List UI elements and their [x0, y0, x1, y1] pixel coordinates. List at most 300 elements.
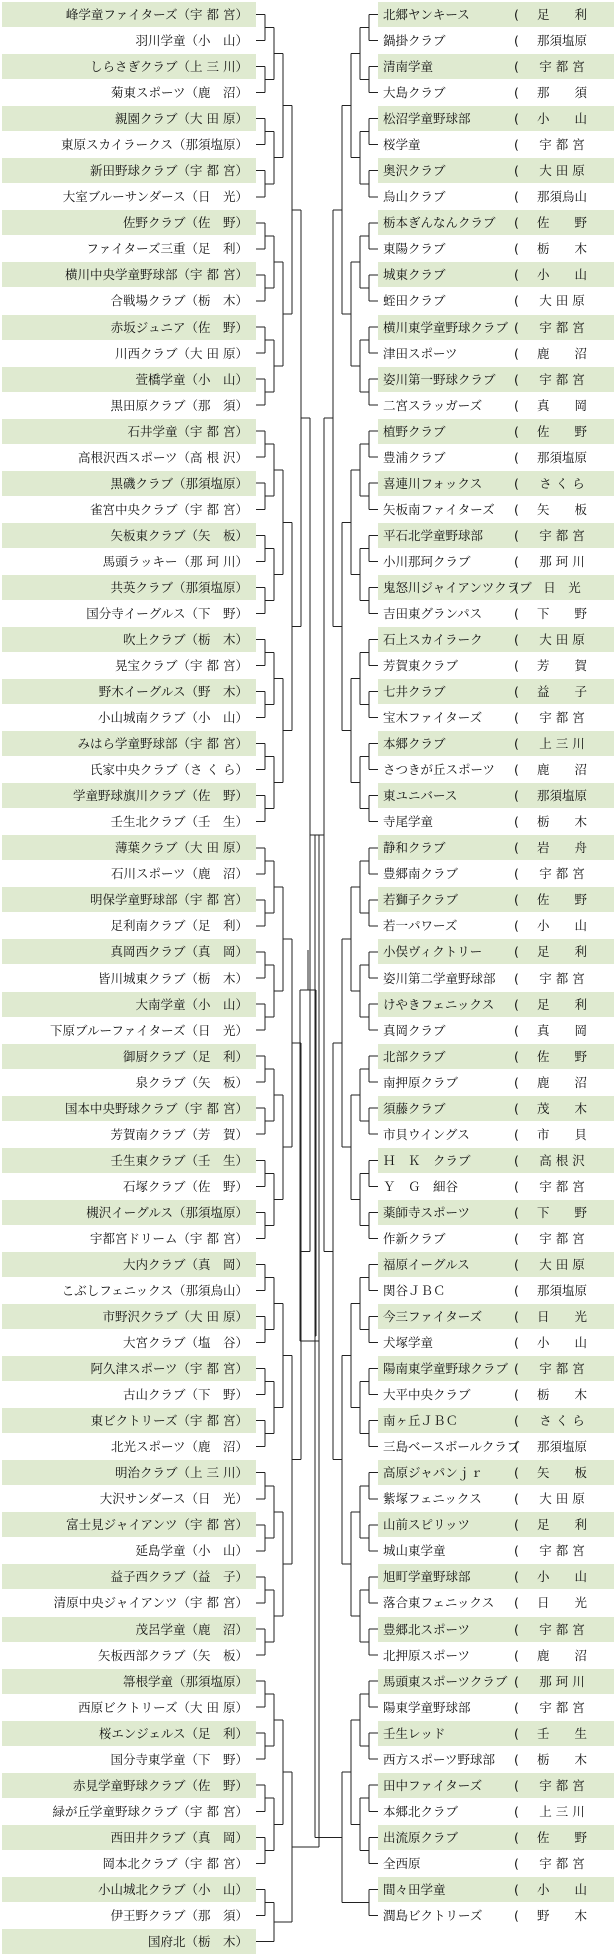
team-entry-left [2, 1617, 256, 1642]
team-region [514, 1408, 610, 1433]
team-entry-left [2, 497, 256, 522]
team-name: 若獅子クラブ [383, 892, 459, 908]
team-entry-right [378, 1669, 614, 1694]
team-name: 小俣ヴィクトリー [383, 944, 483, 960]
team-region-text: ( 壬 生 [536, 1725, 587, 1741]
team-entry-right [378, 1330, 614, 1355]
team-entry-right [378, 1070, 614, 1095]
team-entry-right [378, 1643, 614, 1668]
team-entry-left [2, 288, 256, 313]
team-entry-left [2, 679, 256, 704]
team-entry-left [2, 705, 256, 730]
team-region [514, 1460, 610, 1485]
team-name: 鬼怒川ジャイアンツクラブ [383, 579, 532, 595]
team-entry-left [2, 939, 256, 964]
team-name: 城山東学童 [383, 1543, 446, 1559]
team-entry-left [2, 1721, 256, 1746]
team-name: 菊東スポーツ（鹿 沼） [110, 85, 248, 101]
team-region [514, 1643, 610, 1668]
team-name: 鍋掛クラブ [383, 33, 446, 48]
team-name: 小川那珂クラブ [383, 553, 471, 569]
team-name: 峰学童ファイターズ（宇 都 宮） [65, 7, 248, 22]
team-region [514, 393, 610, 418]
team-region-text: ( 宇 都 宮 [539, 137, 585, 153]
team-entry-left [2, 1304, 256, 1329]
team-name: 親園クラブ（大 田 原） [115, 111, 248, 127]
team-name: 御厨クラブ（足 利） [122, 1048, 248, 1064]
team-name: 豊郷南クラブ [383, 866, 459, 882]
team-name: 茂呂学童（鹿 沼） [135, 1621, 248, 1637]
team-region [514, 1252, 610, 1277]
team-region-text: ( 芳 賀 [536, 658, 587, 673]
team-region-text: ( 那須塩原 [536, 788, 587, 804]
team-region-text: ( 栃 木 [536, 1751, 587, 1767]
team-name: 本郷クラブ [383, 736, 446, 752]
team-name: 新田野球クラブ（宇 都 宮） [90, 163, 248, 179]
team-entry-left [2, 445, 256, 470]
team-entry-left [2, 1747, 256, 1772]
team-name: 合戦場クラブ（栃 木） [110, 293, 248, 309]
team-entry-left [2, 757, 256, 782]
team-name: 矢板東クラブ（矢 板） [110, 527, 248, 543]
team-entry-right [378, 1799, 614, 1824]
team-entry-right [378, 1590, 614, 1615]
team-name: 宇都宮ドリーム（宇 都 宮） [90, 1230, 248, 1246]
team-entry-right [378, 1460, 614, 1485]
team-entry-left [2, 1044, 256, 1069]
team-entry-left [2, 367, 256, 392]
team-region-text: ( 宇 都 宮 [539, 1855, 585, 1871]
team-region [514, 939, 610, 964]
team-name: 阿久津スポーツ（宇 都 宮） [90, 1361, 248, 1377]
team-name: 壬生北クラブ（壬 生） [110, 814, 248, 830]
team-name: 足利南クラブ（足 利） [110, 918, 248, 934]
team-region [514, 28, 610, 53]
team-region [514, 80, 610, 105]
team-region [514, 1044, 610, 1069]
team-region [514, 1148, 610, 1173]
team-name: 大宮クラブ（塩 谷） [122, 1335, 248, 1350]
team-name: 馬頭ラッキー（那 珂 川） [102, 553, 248, 569]
team-region [514, 757, 610, 782]
team-entry-left [2, 601, 256, 626]
team-region [514, 210, 610, 235]
team-name: 清南学童 [383, 59, 434, 75]
team-entry-left [2, 1643, 256, 1668]
team-entry-left [2, 627, 256, 652]
team-region-text: ( 大 田 原 [539, 1491, 585, 1507]
team-region-text: ( 市 貝 [536, 1126, 587, 1142]
team-name: 赤見学童野球クラブ（佐 野） [72, 1777, 248, 1793]
team-name: 須藤クラブ [383, 1100, 446, 1116]
team-name: 出流原クラブ [383, 1829, 459, 1845]
team-region-text: ( 宇 都 宮 [539, 1361, 585, 1377]
team-region-text: ( 真 岡 [536, 397, 587, 413]
team-name: 桜学童 [383, 137, 421, 153]
team-entry-left [2, 1122, 256, 1147]
team-region [514, 367, 610, 392]
team-name: 二宮スラッガーズ [383, 397, 483, 413]
team-region-text: ( 足 利 [536, 1517, 587, 1533]
team-entry-left [2, 835, 256, 860]
team-entry-left [2, 341, 256, 366]
team-entry-right [378, 1434, 614, 1459]
team-entry-left [2, 523, 256, 548]
team-name: 烏山クラブ [383, 189, 446, 205]
team-entry-right [378, 783, 614, 808]
team-name: 明保学童野球部（宇 都 宮） [90, 892, 248, 908]
team-region-text: ( 那須塩原 [536, 33, 587, 48]
team-region-text: ( 宇 都 宮 [539, 1699, 585, 1715]
team-region-text: ( 下 野 [536, 1204, 587, 1220]
team-name: 国分寺イーグルス（下 野） [86, 605, 248, 621]
team-entry-left [2, 549, 256, 574]
team-entry-right [378, 1486, 614, 1511]
team-region [514, 861, 610, 886]
team-entry-left [2, 1877, 256, 1902]
team-entry-right [378, 913, 614, 938]
team-name: 市貝ウイングス [383, 1126, 470, 1142]
team-region-text: ( 小 山 [536, 1569, 587, 1585]
team-name: 七井クラブ [383, 684, 446, 699]
team-name: 延島学童（小 山） [135, 1543, 248, 1559]
team-name: 陽東学童野球部 [383, 1699, 471, 1715]
team-entry-left [2, 158, 256, 183]
team-name: 若一パワーズ [383, 918, 458, 934]
team-name: 西田井クラブ（真 岡） [110, 1829, 248, 1845]
team-region-text: ( 宇 都 宮 [539, 59, 585, 75]
team-entry-right [378, 1304, 614, 1329]
team-entry-right [378, 1747, 614, 1772]
team-entry-right [378, 262, 614, 287]
team-region-text: ( 佐 野 [536, 1048, 587, 1064]
team-region [514, 1304, 610, 1329]
team-region [514, 1330, 610, 1355]
team-region [514, 262, 610, 287]
team-name: 田中ファイターズ [383, 1777, 483, 1793]
team-region [514, 966, 610, 991]
team-name: 岡本北クラブ（宇 都 宮） [102, 1855, 248, 1871]
team-entry-right [378, 1356, 614, 1381]
team-entry-left [2, 1226, 256, 1251]
team-entry-left [2, 1252, 256, 1277]
team-name: 雀宮中央クラブ（宇 都 宮） [90, 501, 248, 517]
team-region-text: ( 足 利 [536, 996, 587, 1012]
team-entry-right [378, 1148, 614, 1173]
team-entry-right [378, 341, 614, 366]
team-region-text: ( 那須塩原 [536, 1283, 587, 1298]
team-region [514, 679, 610, 704]
team-region-text: ( 益 子 [536, 684, 587, 699]
team-entry-left [2, 1434, 256, 1459]
team-name: 共英クラブ（那須塩原） [110, 579, 248, 595]
team-entry-left [2, 393, 256, 418]
team-name: 国府北（栃 木） [147, 1934, 248, 1949]
team-name: 下原ブルーファイターズ（日 光） [49, 1022, 248, 1038]
team-name: Ｈ Ｋ クラブ [383, 1152, 471, 1168]
team-region [514, 1851, 610, 1876]
team-entry-right [378, 887, 614, 912]
team-entry-left [2, 1070, 256, 1095]
team-region [514, 1564, 610, 1589]
team-entry-right [378, 1200, 614, 1225]
team-name: 壬生レッド [383, 1725, 446, 1741]
team-name: 松沼学童野球部 [383, 111, 471, 127]
team-entry-left [2, 1929, 256, 1954]
team-entry-left [2, 913, 256, 938]
team-entry-right [378, 1773, 614, 1798]
team-name: 高原ジャパンｊｒ [383, 1465, 483, 1481]
team-region-text: ( 下 野 [536, 605, 587, 621]
team-region [514, 1122, 610, 1147]
team-entry-right [378, 1877, 614, 1902]
team-entry-right [378, 106, 614, 131]
team-entry-right [378, 1252, 614, 1277]
team-entry-left [2, 315, 256, 340]
team-region-text: ( 那須塩原 [536, 449, 587, 465]
team-region-text: ( 大 田 原 [539, 163, 585, 179]
team-name: 北光スポーツ（鹿 沼） [110, 1439, 248, 1455]
team-entry-left [2, 1278, 256, 1303]
team-name: 間々田学童 [383, 1881, 446, 1897]
team-region-text: ( 大 田 原 [539, 632, 585, 647]
team-entry-right [378, 158, 614, 183]
team-region-text: ( 那 須 [536, 85, 587, 101]
team-region [514, 783, 610, 808]
team-entry-right [378, 315, 614, 340]
team-name: 東ビクトリーズ（宇 都 宮） [90, 1413, 248, 1429]
team-region [514, 315, 610, 340]
team-region [514, 54, 610, 79]
team-region-text: ( 栃 木 [536, 814, 587, 830]
team-region-text: ( 真 岡 [536, 1022, 587, 1038]
team-entry-right [378, 966, 614, 991]
team-region [514, 1903, 610, 1928]
team-region [514, 445, 610, 470]
team-region-text: ( 岩 舟 [536, 840, 587, 856]
team-name: 皆川城東クラブ（栃 木） [97, 970, 248, 986]
team-name: こぶしフェニックス（那須烏山） [61, 1283, 248, 1298]
team-region-text: ( さ く ら [539, 475, 585, 491]
team-name: 芳賀南クラブ（芳 賀） [110, 1126, 248, 1142]
team-name: 豊浦クラブ [383, 449, 446, 465]
team-region-text: ( 宇 都 宮 [539, 1178, 585, 1194]
team-region-text: ( 野 木 [536, 1907, 587, 1923]
team-region-text: ( 鹿 沼 [536, 345, 587, 361]
team-name: 津田スポーツ [383, 345, 458, 361]
team-region [514, 1669, 610, 1694]
team-name: ファイターズ三重（足 利） [86, 241, 248, 257]
team-region [514, 1356, 610, 1381]
team-region [514, 1174, 610, 1199]
team-name: 緑が丘学童野球クラブ（宇 都 宮） [52, 1803, 248, 1819]
team-entry-left [2, 1590, 256, 1615]
team-region [514, 627, 610, 652]
team-name: 北押原スポーツ [383, 1647, 471, 1663]
team-entry-right [378, 575, 614, 600]
team-region [514, 236, 610, 261]
team-region [514, 1721, 610, 1746]
team-region-text: ( 宇 都 宮 [539, 527, 585, 543]
team-region [514, 341, 610, 366]
team-entry-right [378, 835, 614, 860]
team-entry-right [378, 367, 614, 392]
team-entry-left [2, 1018, 256, 1043]
team-entry-right [378, 210, 614, 235]
team-region [514, 1226, 610, 1251]
team-entry-right [378, 939, 614, 964]
team-entry-left [2, 1695, 256, 1720]
team-region [514, 497, 610, 522]
team-name: 栃本ぎんなんクラブ [383, 215, 496, 231]
team-region-text: ( 小 山 [536, 1335, 587, 1350]
team-region-text: ( 栃 木 [536, 1387, 587, 1403]
team-name: 陽南東学童野球クラブ [383, 1361, 509, 1377]
team-name: 伊王野クラブ（那 須） [110, 1907, 248, 1923]
team-entry-left [2, 861, 256, 886]
team-name: 三島ベースボールクラブ [383, 1439, 520, 1455]
team-entry-left [2, 1903, 256, 1928]
team-region [514, 1773, 610, 1798]
team-entry-right [378, 419, 614, 444]
team-entry-right [378, 601, 614, 626]
team-entry-left [2, 1382, 256, 1407]
team-name: 喜連川フォックス [383, 475, 483, 491]
team-name: 黒田原クラブ（那 須） [110, 397, 248, 413]
team-name: 旭町学童野球部 [383, 1569, 471, 1585]
team-entry-right [378, 445, 614, 470]
team-entry-left [2, 184, 256, 209]
team-region-text: ( 佐 野 [536, 423, 587, 439]
team-entry-left [2, 106, 256, 131]
team-region [514, 1617, 610, 1642]
team-region-text: ( 佐 野 [536, 1829, 587, 1845]
team-region-text: ( 矢 板 [536, 1465, 587, 1481]
team-name: 蛭田クラブ [383, 293, 446, 309]
team-region-text: ( 宇 都 宮 [539, 1621, 585, 1637]
team-region [514, 106, 610, 131]
team-entry-right [378, 1044, 614, 1069]
team-entry-right [378, 2, 614, 27]
team-entry-left [2, 1564, 256, 1589]
team-entry-right [378, 1538, 614, 1563]
team-name: 作新クラブ [383, 1230, 446, 1246]
team-entry-left [2, 783, 256, 808]
team-name: 横川東学童野球クラブ [383, 319, 509, 335]
team-entry-left [2, 1851, 256, 1876]
team-region [514, 1538, 610, 1563]
team-region-text: ( 茂 木 [536, 1100, 587, 1116]
team-region [514, 1070, 610, 1095]
team-name: 晃宝クラブ（宇 都 宮） [115, 658, 248, 673]
team-region-text: ( 大 田 原 [539, 1256, 585, 1272]
team-name: 古山クラブ（下 野） [122, 1387, 248, 1403]
team-region [514, 1434, 610, 1459]
team-name: 真岡西クラブ（真 岡） [110, 944, 248, 960]
team-name: けやきフェニックス [383, 996, 495, 1012]
team-entry-right [378, 523, 614, 548]
team-entry-left [2, 132, 256, 157]
team-name: 高根沢西スポーツ（高 根 沢） [78, 449, 248, 465]
team-entry-left [2, 1200, 256, 1225]
team-name: 大沢サンダース（日 光） [99, 1491, 248, 1507]
team-name: 大南学童（小 山） [135, 996, 248, 1012]
team-name: 石上スカイラーク [383, 632, 483, 647]
team-region [514, 1486, 610, 1511]
team-entry-right [378, 705, 614, 730]
team-entry-right [378, 132, 614, 157]
team-name: 石井学童（宇 都 宮） [127, 423, 248, 439]
team-region [514, 1825, 610, 1850]
team-entry-left [2, 1486, 256, 1511]
team-region [514, 731, 610, 756]
team-name: 東陽クラブ [383, 241, 446, 257]
team-name: 城東クラブ [383, 267, 446, 283]
team-name: 静和クラブ [383, 840, 446, 856]
team-entry-right [378, 1096, 614, 1121]
team-entry-left [2, 471, 256, 496]
team-entry-left [2, 1799, 256, 1824]
team-entry-left [2, 1148, 256, 1173]
team-entry-left [2, 210, 256, 235]
team-name: 薄葉クラブ（大 田 原） [115, 840, 248, 856]
team-name: 吉田東グランパス [383, 605, 483, 621]
team-entry-right [378, 549, 614, 574]
team-region-text: ( 宇 都 宮 [539, 371, 585, 387]
team-name: 落合東フェニックス [383, 1595, 495, 1611]
team-region [514, 887, 610, 912]
team-entry-left [2, 731, 256, 756]
team-name: 山前スピリッツ [383, 1517, 471, 1533]
team-region [514, 575, 610, 600]
team-name: 石川スポーツ（鹿 沼） [110, 866, 248, 882]
team-name: 関谷ＪＢＣ [383, 1283, 446, 1298]
team-name: 馬頭東スポーツクラブ [383, 1673, 508, 1689]
team-name: 今三ファイターズ [383, 1309, 483, 1324]
team-name: 奥沢クラブ [383, 163, 446, 179]
team-region-text: ( 宇 都 宮 [539, 866, 585, 882]
team-name: 泉クラブ（矢 板） [135, 1074, 248, 1090]
team-region-text: ( 高 根 沢 [539, 1152, 585, 1168]
team-entry-right [378, 28, 614, 53]
team-entry-right [378, 1122, 614, 1147]
team-entry-left [2, 1825, 256, 1850]
team-entry-right [378, 757, 614, 782]
team-entry-right [378, 1695, 614, 1720]
team-name: 箒根学童（那須塩原） [122, 1673, 248, 1689]
team-region [514, 419, 610, 444]
team-entry-left [2, 236, 256, 261]
team-entry-left [2, 2, 256, 27]
team-region-text: ( 上 三 川 [539, 1803, 585, 1819]
team-region-text: ( 小 山 [536, 918, 587, 934]
team-entry-left [2, 1512, 256, 1537]
team-region [514, 1512, 610, 1537]
team-region [514, 1382, 610, 1407]
team-region [514, 809, 610, 834]
team-region-text: ( 那須塩原 [536, 1439, 587, 1455]
team-entry-left [2, 1330, 256, 1355]
team-region [514, 1695, 610, 1720]
team-name: 全西原 [383, 1855, 421, 1871]
team-entry-right [378, 1018, 614, 1043]
team-entry-right [378, 731, 614, 756]
team-name: 佐野クラブ（佐 野） [122, 215, 248, 231]
team-entry-right [378, 184, 614, 209]
team-name: 富士見ジャイアンツ（宇 都 宮） [66, 1517, 248, 1533]
team-name: 本郷北クラブ [383, 1803, 459, 1819]
team-name: 矢板南ファイターズ [383, 501, 495, 517]
